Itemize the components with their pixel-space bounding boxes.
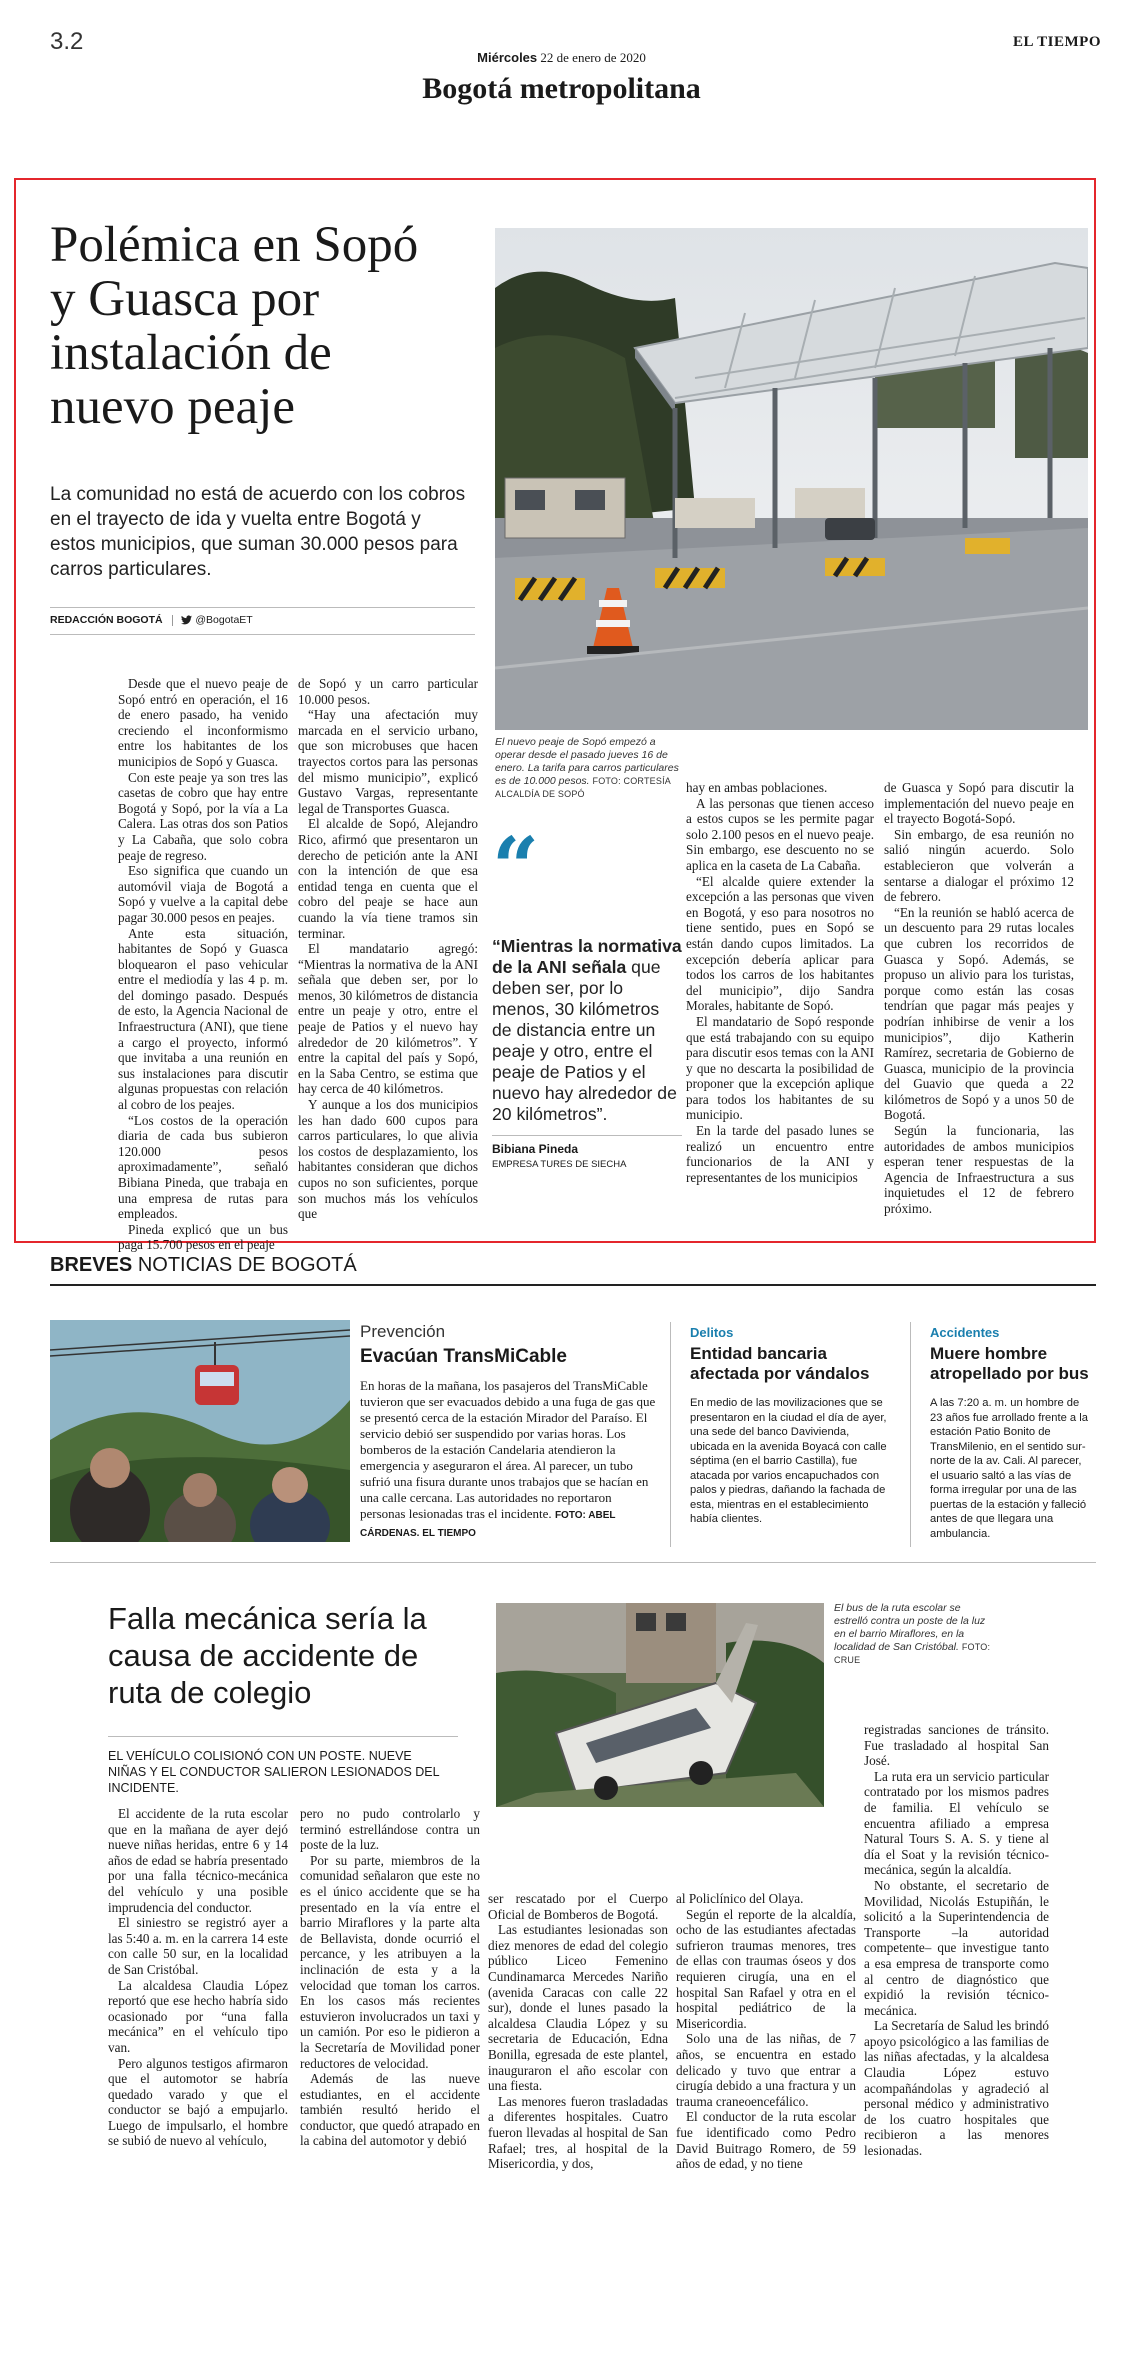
twitter-icon [181, 615, 192, 625]
main-caption-text: El nuevo peaje de Sopó empezó a operar desde el pasado jueves 16 de enero. La tarifa para carros particulares es de 10.000 pesos. [495, 736, 679, 787]
byline-rule-top [50, 607, 475, 608]
breve-divider-1 [670, 1322, 671, 1547]
breve-1-kicker: Prevención [360, 1322, 446, 1341]
breve-3-kicker: Accidentes [930, 1325, 1000, 1340]
breve-divider-2 [910, 1322, 911, 1547]
second-col-2: pero no pudo controlarlo y terminó estrellándose contra un poste de la luz. Por su parte, miembros de la comunidad señalaron que este no es el único accidente que se ha presentado en la vía entre el barrio Miraflores y la parte alta de Bellavista, donde ocurrió el percance, y les atribuyen a la inclinación de esta y a la velocidad que toman los carros. En los casos más recientes estuvieron involucrados un taxi y un camión. Por eso le pidieron a la Secretaría de Movilidad poner reductores de velocidad. Además de las nueve estudiantes, en el accidente también resultó herido el conductor, que quedó atrapado en la cabina del automotor y debió [300, 1806, 480, 2149]
bus-crash-photo [496, 1603, 824, 1807]
pull-quote-text: “Mientras la normativa de la ANI señala que deben ser, por lo menos, 30 kilómetros de distancia entre un peaje y otro, entre el peaje de Patios y el nuevo hay alrededor de 20 kilómetros”. [492, 936, 682, 1124]
second-caption-text: El bus de la ruta escolar se estrelló contra un poste de la luz en el barrio Miraflores, en la localidad de San Cristóbal. [834, 1602, 986, 1653]
breves-label-bold: BREVES [50, 1254, 133, 1276]
pull-quote [492, 936, 682, 1170]
pull-quote-icon: “ [492, 820, 540, 916]
quote-name: Bibiana Pineda [492, 1142, 579, 1156]
twitter-handle: @BogotaET [195, 614, 253, 626]
main-col-3: hay en ambas poblaciones. A las personas que tienen acceso a estos cupos se les permite pagar solo 2.100 pesos en el nuevo peaje. Sin embargo, ese descuento no se aplica en la caseta de La Cabaña. “El alcalde quiere extender la excepción a las personas que viven en Bogotá, y eso para nosotros no tiene sentido, pues en Sopó se están dando cupos limitados. La excepción debería aplicar para todos los carros de los habitantes del municipio”, dijo Sandra Morales, habitante de Sopó. El mandatario de Sopó responde que está trabajando con su equipo para discutir esos temas con la ANI y que no descarta la posibilidad de proponer que la excepción aplique para todos los habitantes de su municipio. En la tarde del pasado lunes se realizó un encuentro entre funcionarios de la ANI y representantes de los municipios [686, 780, 874, 1185]
breve-3-body: A las 7:20 a. m. un hombre de 23 años fue arrollado frente a la estación Patio Bonito de TransMilenio, en el sentido sur-norte de la av. Cali. Al parecer, el usuario saltó a las vías de forma irregular por una de las puertas de la estación y falleció antes de que llegara una ambulancia. [930, 1397, 1088, 1540]
breve-1-title: Evacúan TransMiCable [360, 1346, 567, 1367]
breve-1-body: En horas de la mañana, los pasajeros del TransMiCable tuvieron que ser evacuados debido a una fuga de gas que se presentó cerca de la estación Mirador del Paraíso. El servicio debió ser suspendido por varias horas. Los bomberos de la estación Candelaria atendieron la emergencia y aseguraron el área. Al parecer, un tubo sufrió una fisura durante unos trabajos que se hacían en una calle cercana. Las autoridades no reportaron personas lesionadas tras el incidente. [360, 1378, 656, 1521]
breves-label-rest: NOTICIAS DE BOGOTÁ [137, 1254, 357, 1276]
main-photo-caption [495, 736, 685, 801]
second-headline: Falla mecánica sería la causa de accidente de ruta de colegio [108, 1601, 427, 1710]
byline-rule-bottom [50, 634, 475, 635]
second-deck-rule [108, 1736, 458, 1737]
breve-2-title: Entidad bancaria afectada por vándalos [690, 1344, 870, 1383]
quote-role: EMPRESA TURES DE SIECHA [492, 1159, 627, 1170]
breve-2 [690, 1325, 890, 1527]
breve-2-body: En medio de las movilizaciones que se presentaron en la ciudad el día de ayer, una sede del banco Davivienda, ubicada en la avenida Boyacá con calle séptima (en el barrio Castilla), fue atacada por varios encapuchados con palos y piedras, dañando la fachada de esta, mientras en el establecimiento había clientes. [690, 1397, 887, 1525]
breve-2-kicker: Delitos [690, 1325, 734, 1340]
main-col-1: Desde que el nuevo peaje de Sopó entró en operación, el 16 de enero pasado, ha venido creciendo el inconformismo entre los habitantes de los municipios de Sopó y Guasca. Con este peaje ya son tres las casetas de cobro que hay entre Bogotá y Sopó, por la vía a La Calera. Las otras dos son Patios y La Cabaña, que solo cobra peaje de regreso. Eso significa que cuando un automóvil viaja de Bogotá a Sopó y vuelve a la capital debe pagar 30.000 pesos en peajes. Ante esta situación, habitantes de Sopó y Guasca bloquearon el paso vehicular entre el mediodía y las 4 p. m. del domingo pasado. Después de esto, la Agencia Nacional de Infraestructura (ANI), que tiene a cargo el proyecto, informó que invitaba a una reunión en sus instalaciones para discutir algunas propuestas con relación al cobro de los peajes. “Los costos de la operación diaria de cada bus subieron 120.000 pesos aproximadamente”, señaló Bibiana Pineda, que trabaja en una empresa de rutas para empleados. Pineda explicó que un bus paga 15.700 pesos en el peaje [118, 676, 288, 1253]
byline: REDACCIÓN BOGOTÁ [50, 614, 163, 626]
date: 22 de enero de 2020 [540, 50, 646, 65]
second-col-4: al Policlínico del Olaya. Según el reporte de la alcaldía, ocho de las estudiantes afectadas sufrieron traumas menores, tres de ellas con traumas óseos y dos requieren cirugía, una en el hospital San Rafael y otra en el hospital pediátrico de la Misericordia. Solo una de las niñas, de 7 años, se encuentra en estado delicado y tuvo que entrar a cirugía debido a una fractura y un trauma craneoencefálico. El conductor de la ruta escolar fue identificado como Pedro David Buitrago Romero, de 59 años de edad, y no tiene [676, 1891, 856, 2172]
second-col-5: registradas sanciones de tránsito. Fue trasladado al hospital San José. La ruta era un servicio particular contratado por los mismos padres de familia. El vehículo se encuentra afiliado a empresa Natural Tours S. A. S. y tiene al día el Soat y la revisión técnico-mecánica, según la alcaldía. No obstante, el secretario de Movilidad, Nicolás Estupiñán, le solicitó a la Superintendencia de Transporte –la autoridad competente– que investigue tanto a esa empresa de transporte como al centro de diagnóstico que expidió la revisión técnico-mecánica. La Secretaría de Salud les brindó apoyo psicológico a las familias de las niñas afectadas, y la alcaldesa Claudia López estuvo acompañándolas y agradeció al personal médico y administrativo de los cuatro hospitales que recibieron a las menores lesionadas. [864, 1722, 1049, 2159]
main-caption-credit: FOTO: CORTESÍA ALCALDÍA DE SOPÓ [495, 776, 671, 799]
second-col-3: ser rescatado por el Cuerpo Oficial de Bomberos de Bogotá. Las estudiantes lesionadas son diez menores de edad del colegio público Liceo Femenino Cundinamarca Mercedes Nariño (avenida Caracas con calle 22 sur), donde el lunes pasado la alcaldesa Claudia López y su secretaria de Educación, Edna Bonilla, egresada de este plantel, inauguraron el año escolar con una fiesta. Las menores fueron trasladadas a diferentes hospitales. Cuatro fueron llevadas al hospital de San Rafael; tres, al hospital de la Misericordia, y dos, [488, 1891, 668, 2172]
page-number: 3.2 [50, 28, 84, 55]
breve-3 [930, 1325, 1090, 1541]
second-col-1: El accidente de la ruta escolar que en la mañana de ayer dejó nueve niñas heridas, entre 6 y 14 años de edad se habría presentado por una falla técnico-mecánica del vehículo y una posible imprudencia del conductor. El siniestro se registró ayer a las 5:40 a. m. en la carrera 14 este con calle 50 sur, en la localidad de San Cristóbal. La alcaldesa Claudia López reportó que ese hecho habría sido ocasionado por “una falla mecánica” en el vehículo tipo van. Pero algunos testigos afirmaron que el automotor se habría quedado varado y que el conductor se bajó a empujarlo. Luego de impulsarlo, el hombre se subió de nuevo al vehículo, [108, 1806, 288, 2149]
second-photo-caption [834, 1602, 994, 1667]
section-title: Bogotá metropolitana [422, 72, 701, 105]
breves-label [50, 1254, 357, 1277]
date-line [0, 50, 1123, 66]
breve-1 [360, 1322, 660, 1542]
date-prefix: Miércoles [477, 50, 538, 65]
main-headline: Polémica en Sopó y Guasca por instalación de nuevo peaje [50, 217, 419, 435]
second-deck: EL VEHÍCULO COLISIONÓ CON UN POSTE. NUEVE NIÑAS Y EL CONDUCTOR SALIERON LESIONADOS DEL INCIDENTE. [108, 1749, 440, 1795]
byline-bar [50, 614, 253, 626]
main-deck: La comunidad no está de acuerdo con los cobros en el trayecto de ida y vuelta entre Bogotá y estos municipios, que suman 30.000 pesos para carros particulares. [50, 484, 466, 580]
breve-3-title: Muere hombre atropellado por bus [930, 1344, 1089, 1383]
toll-photo [495, 228, 1088, 730]
breves-bottom-rule [50, 1562, 1096, 1563]
main-col-4: de Guasca y Sopó para discutir la implementación del nuevo peaje en el trayecto Bogotá-Sopó. Sin embargo, de esa reunión no salió ningún acuerdo. Solo establecieron que volverán a sentarse a dialogar el próximo 12 de febrero. “En la reunión se habló acerca de un descuento para 29 rutas locales que cubren los recorridos de Guasca y Sopó. Además, se propuso un alivio para los turistas, porque como están las cosas tendrían que pagar más peajes y podrían inhibirse de venir a los municipios”, dijo Katherin Ramírez, secretaria de Gobierno de Guasca, municipio de la provincia del Guavio que queda a 22 kilómetros de Sopó y a unos 50 de Bogotá. Según la funcionaria, las autoridades de ambos municipios esperan tener respuestas de la Agencia de Infraestructura a sus inquietudes el 12 de febrero próximo. [884, 780, 1074, 1217]
masthead: EL TIEMPO [1013, 34, 1101, 50]
main-col-2: de Sopó y un carro particular 10.000 pesos. “Hay una afectación muy marcada en el servicio urbano, que son microbuses que hacen trayectos cortos para las personas del mismo municipio”, explicó Gustavo Vargas, representante legal de Transportes Guasca. El alcalde de Sopó, Alejandro Rico, afirmó que presentaron un derecho de petición ante la ANI con la intención de que esa entidad tenga en cuenta que el cobro del peaje se hace aun cuando la vía tiene tramos sin terminar. El mandatario agregó: “Mientras la normativa de la ANI señala que deben ser, por lo menos, 30 kilómetros de distancia entre un peaje y otro, entre el peaje de Patios y el nuevo hay alrededor de 20 kilómetros”. Y entre la capital del país y Sopó, en la Saba Centro, se estima que hay cerca de 40 kilómetros. Y aunque a los dos municipios les han dado 600 cupos para carros particulares, lo que alivia los costos de desplazamiento, los habitantes consideran que dichos cupos no son suficientes, porque son muchos más los vehículos que [298, 676, 478, 1222]
breves-rule [50, 1284, 1096, 1286]
transmicable-photo [50, 1320, 350, 1542]
breve-1-credit: FOTO: ABEL CÁRDENAS. EL TIEMPO [360, 1510, 616, 1539]
second-caption-credit: FOTO: CRUE [834, 1642, 991, 1665]
